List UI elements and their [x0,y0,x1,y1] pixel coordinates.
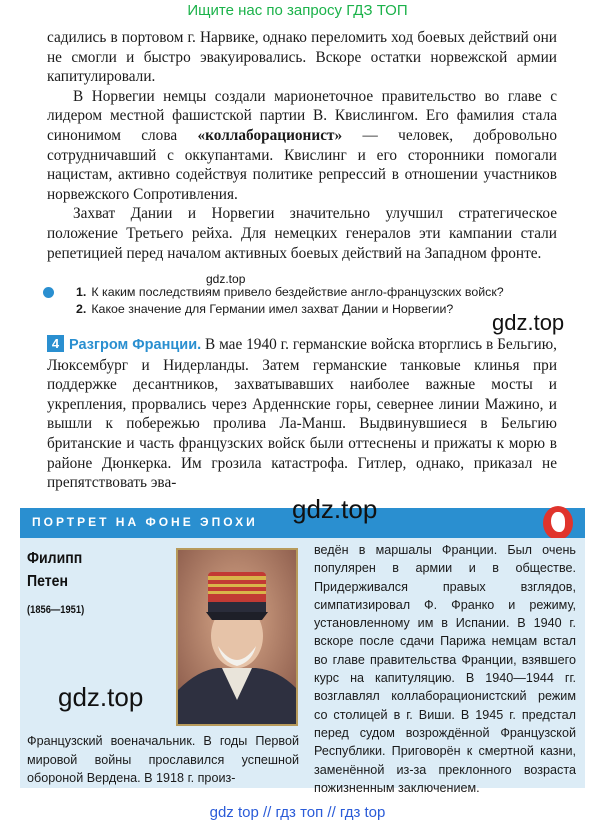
watermark-medium: gdz.top [492,310,565,335]
section-title: Разгром Франции. [69,337,202,353]
top-banner: Ищите нас по запросу ГДЗ ТОП [187,2,408,19]
main-text [47,28,557,263]
person-years: (1856—1951) [27,604,85,616]
person-last-name: Петен [27,573,69,590]
bio-right-column: ведён в маршалы Франции. Был очень популярен в армии и в обществе. Придерживался правых взглядов, симпатизировал Ф. Франко и режиму, установленному им в Испании. В 1940 г. вскоре после сдачи Парижа немцам встал во главе правительства Франции, взявшего курс на капитуляцию. В 1940—1944 гг. возглавлял коллаборационистский режим со столицей в г. Виши. В 1945 г. предстал перед судом возрождённой Французской Республики. Приговорён к смертной казни, заменённой из-за преклонного возраста пожизненным заключением. [314,543,576,795]
paragraph-2-end: — человек, добровольно сотрудничавший с оккупантами. Квислинг и его сторонники помогали нацистам, активно содействуя политике репрессий в отношении участников норвежского Сопротивления. [47,126,558,203]
section-number-badge: 4 [47,335,64,352]
section-4-paragraph [47,335,557,493]
footer-watermark: gdz top // гдз топ // гдз top [209,804,386,821]
paragraph-1: садились в портовом г. Нарвике, однако переломить ход боевых действий они не смогли и быстро эвакуировались. Вскоре остатки норвежской армии капитулировали. [47,29,557,86]
bullet-dot-icon [43,287,54,298]
section-4 [47,335,557,493]
portrait-header-label: ПОРТРЕТ НА ФОНЕ ЭПОХИ [32,515,258,529]
paragraph-3: Захват Дании и Норвегии значительно улучшил стратегическое положение Третьего рейха. Для немецких генералов эти кампании стали репетицией перед началом активных боевых действий на Западном фронте. [47,205,557,262]
portrait-photo [176,548,298,726]
question-1 [43,284,573,301]
watermark-large-2: gdz.top [58,682,144,712]
head-profile-icon [543,506,573,540]
paragraph-2-start: В Норвегии немцы создали марионеточное правительство во главе с лидером местной фашистской партии В. Квислингом. Его фамилия стала синонимом слова [47,87,557,144]
question-text: К каким последствиям привело бездействие англо-французских войск? [91,285,504,299]
question-number: 1. [76,285,87,299]
question-number: 2. [76,302,87,316]
section-text: В мае 1940 г. германские войска вторглись в Бельгию, Люксембург и Нидерланды. Затем германские танковые клинья при поддержке десантников, захватывавших наиболее важные мосты и укрепления, прорвались через Арденнские горы, севернее линии Мажино, и вышли к побережью пролива Ла-Манш. Выдвинувшиеся в Бельгию британские и часть французских войск были оттеснены и прижаты к морю в районе Дюнкерка. Им грозила катастрофа. Гитлер, однако, приказал не препятствовать эва- [47,336,557,492]
portrait-photo-image [178,550,296,724]
question-text: Какое значение для Германии имел захват Дании и Норвегии? [91,302,454,316]
watermark-small: gdz.top [206,272,246,286]
term-collaborationist: «коллаборационист» [197,126,343,144]
bio-left-column: Французский военачальник. В годы Первой мировой войны прославился успешной обороной Вердена. В 1918 г. произ- [27,734,299,785]
person-first-name: Филипп [27,550,83,567]
paragraph-2 [47,87,557,205]
watermark-large-1: gdz.top [292,494,378,524]
